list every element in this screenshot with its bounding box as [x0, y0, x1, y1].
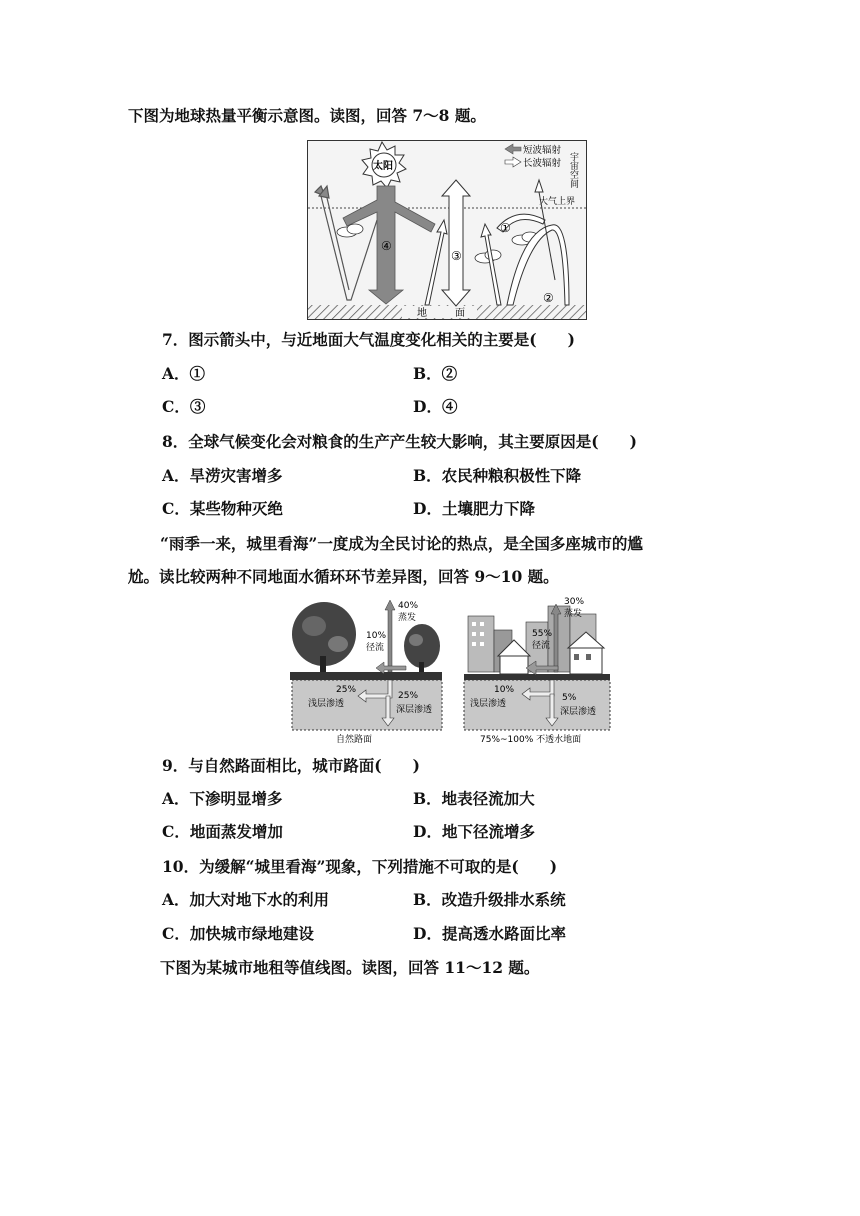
svg-text:浅层渗透: 浅层渗透 [308, 699, 345, 709]
q9-option-b[interactable]: B．地表径流加大 [413, 789, 535, 808]
q9-option-d[interactable]: D．地下径流增多 [413, 822, 535, 841]
q7-option-d[interactable]: D．④ [413, 397, 458, 416]
intro-q9-10-line2: 尬。读比较两种不同地面水循环环节差异图，回答 9～10 题。 [128, 567, 559, 586]
svg-text:10%: 10% [494, 685, 515, 695]
q8-option-c[interactable]: C．某些物种灭绝 [162, 499, 283, 518]
svg-text:40%: 40% [398, 601, 419, 611]
natural-surface-caption: 自然路面 [336, 735, 373, 745]
q9-stem: 9．与自然路面相比，城市路面( ) [162, 756, 420, 775]
q7-option-c[interactable]: C．③ [162, 397, 206, 416]
intro-q7-8: 下图为地球热量平衡示意图。读图，回答 7～8 题。 [128, 106, 486, 125]
water-cycle-comparison-figure [286, 596, 618, 748]
intro-q11-12: 下图为某城市地租等值线图。读图，回答 11～12 题。 [160, 958, 540, 977]
svg-text:蒸发: 蒸发 [398, 613, 417, 623]
q9-option-c[interactable]: C．地面蒸发增加 [162, 822, 283, 841]
svg-text:长波辐射: 长波辐射 [523, 158, 562, 169]
q8-option-a[interactable]: A．旱涝灾害增多 [162, 466, 283, 485]
svg-text:蒸发: 蒸发 [564, 609, 583, 619]
space-label: 宇宙空间 [568, 152, 578, 188]
q7-stem: 7．图示箭头中，与近地面大气温度变化相关的主要是( ) [162, 330, 575, 349]
svg-text:浅层渗透: 浅层渗透 [470, 699, 507, 709]
svg-text:25%: 25% [336, 685, 357, 695]
q8-option-d[interactable]: D．土壤肥力下降 [413, 499, 535, 518]
ground-label-2: 面 [455, 308, 465, 319]
evaporation-arrow [385, 600, 395, 672]
svg-text:55%: 55% [532, 629, 553, 639]
svg-text:太阳: 太阳 [373, 161, 393, 172]
q10-option-c[interactable]: C．加快城市绿地建设 [162, 924, 314, 943]
heat-balance-diagram [307, 140, 587, 320]
q9-option-a[interactable]: A．下渗明显增多 [162, 789, 283, 808]
q10-stem: 10．为缓解“城里看海”现象，下列措施不可取的是( ) [162, 857, 558, 876]
impervious-surface-panel [464, 597, 610, 745]
svg-text:10%: 10% [366, 631, 387, 641]
svg-text:深层渗透: 深层渗透 [560, 707, 597, 717]
label-4: ④ [381, 239, 392, 253]
label-2: ② [543, 291, 554, 305]
q7-option-b[interactable]: B．② [413, 364, 458, 383]
atmosphere-top-label: 大气上界 [539, 197, 576, 207]
svg-text:径流: 径流 [366, 643, 385, 653]
q10-option-d[interactable]: D．提高透水路面比率 [413, 924, 566, 943]
q8-stem: 8．全球气候变化会对粮食的生产产生较大影响，其主要原因是( ) [162, 432, 637, 451]
label-1: ① [500, 221, 511, 235]
svg-text:深层渗透: 深层渗透 [396, 705, 433, 715]
ground-label-1: 地 [417, 308, 427, 319]
svg-text:30%: 30% [564, 597, 585, 607]
q10-option-a[interactable]: A．加大对地下水的利用 [162, 890, 330, 909]
natural-surface-panel [290, 600, 442, 745]
svg-text:短波辐射: 短波辐射 [523, 145, 562, 156]
impervious-surface-caption: 75%~100% 不透水地面 [480, 735, 582, 745]
intro-q9-10-line1: “雨季一来，城里看海”一度成为全民讨论的热点，是全国多座城市的尴 [160, 534, 643, 553]
svg-text:径流: 径流 [532, 641, 551, 651]
q8-option-b[interactable]: B．农民种粮积极性下降 [413, 466, 582, 485]
q7-option-a[interactable]: A．① [162, 364, 206, 383]
svg-text:25%: 25% [398, 691, 419, 701]
q10-option-b[interactable]: B．改造升级排水系统 [413, 890, 566, 909]
label-3: ③ [451, 249, 462, 263]
svg-text:5%: 5% [562, 693, 577, 703]
